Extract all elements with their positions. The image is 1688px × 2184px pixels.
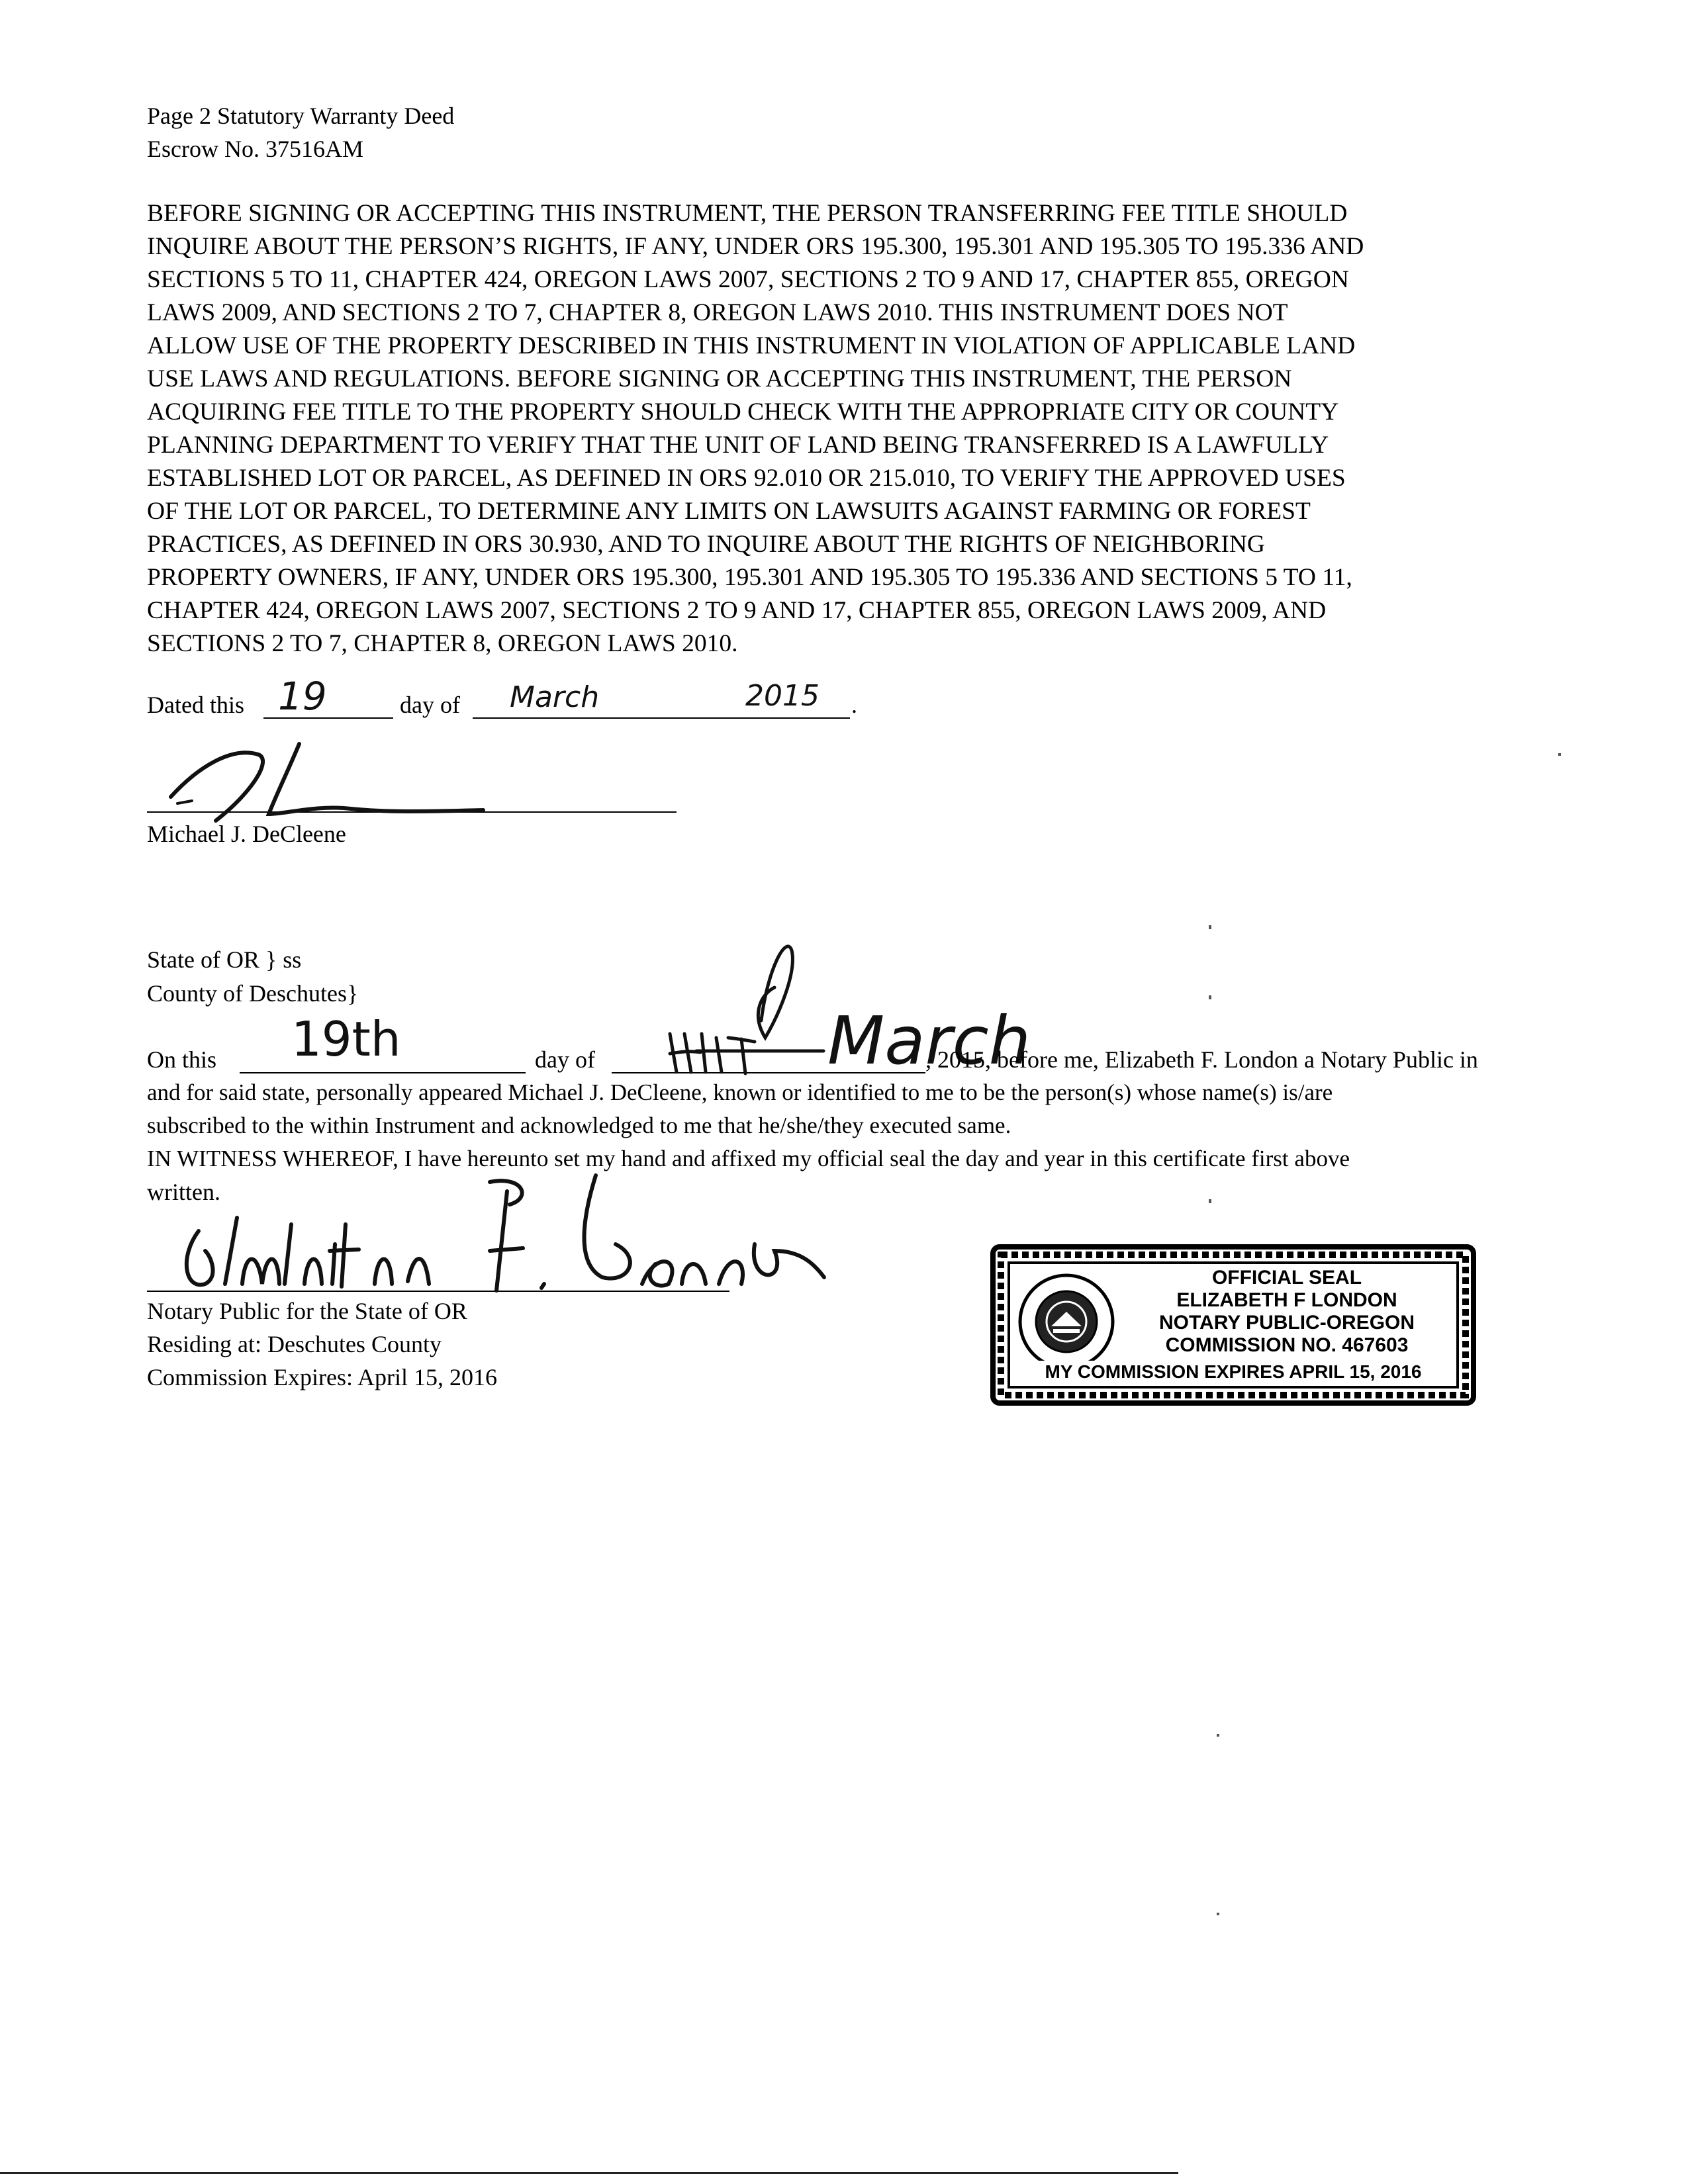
dated-month-handwritten: March [510,680,600,714]
scan-speck [1209,995,1211,999]
ack-day-blank [240,1072,526,1073]
notice-line: SECTIONS 5 TO 11, CHAPTER 424, OREGON LAWS 2007, SECTIONS 2 TO 9 AND 17, CHAPTER 855, OREGON [147,266,1349,293]
notice-line: ALLOW USE OF THE PROPERTY DESCRIBED IN THIS INSTRUMENT IN VIOLATION OF APPLICABLE LAND [147,332,1356,359]
notice-line: PRACTICES, AS DEFINED IN ORS 30.930, AND TO INQUIRE ABOUT THE RIGHTS OF NEIGHBORING [147,531,1266,558]
ack-line1-rest: , 2015, before me, Elizabeth F. London a Notary Public in [925,1046,1478,1073]
scan-speck [1558,753,1561,756]
seal-commission-number: COMMISSION NO. 467603 [1165,1334,1409,1356]
notice-line: PROPERTY OWNERS, IF ANY, UNDER ORS 195.300, 195.301 AND 195.305 TO 195.336 AND SECTIONS 5 TO 11, [147,564,1352,591]
scan-speck [1209,925,1211,929]
seal-role: NOTARY PUBLIC-OREGON [1158,1312,1415,1334]
statutory-notice [147,197,1364,660]
notice-line: SECTIONS 2 TO 7, CHAPTER 8, OREGON LAWS 2010. [147,630,738,657]
ack-line3: subscribed to the within Instrument and acknowledged to me that he/she/they executed same. [147,1113,1011,1138]
seal-expiration: MY COMMISSION EXPIRES APRIL 15, 2016 [1013,1361,1454,1383]
ack-day-of: day of [535,1046,595,1073]
venue-county: County of Deschutes} [147,980,359,1007]
dated-day-handwritten: 19 [278,674,327,719]
ack-line5: written. [147,1179,220,1205]
escrow-number: Escrow No. 37516AM [147,136,363,162]
notice-line: LAWS 2009, AND SECTIONS 2 TO 7, CHAPTER 8, OREGON LAWS 2010. THIS INSTRUMENT DOES NOT [147,299,1288,326]
dated-year-handwritten: 2015 [745,679,820,713]
ack-line4: IN WITNESS WHEREOF, I have hereunto set my hand and affixed my official seal the day and year in this certificate first above [147,1146,1350,1171]
grantor-name: Michael J. DeCleene [147,821,346,847]
notice-line: INQUIRE ABOUT THE PERSON’S RIGHTS, IF ANY, UNDER ORS 195.300, 195.301 AND 195.305 TO 195.336 AND [147,233,1364,260]
notice-line: ESTABLISHED LOT OR PARCEL, AS DEFINED IN ORS 92.010 OR 215.010, TO VERIFY THE APPROVED USES [147,465,1346,492]
seal-notary-name: ELIZABETH F LONDON [1176,1289,1397,1311]
notice-line: CHAPTER 424, OREGON LAWS 2007, SECTIONS 2 TO 9 AND 17, CHAPTER 855, OREGON LAWS 2009, AND [147,597,1327,624]
notice-line: USE LAWS AND REGULATIONS. BEFORE SIGNING OR ACCEPTING THIS INSTRUMENT, THE PERSON [147,365,1292,392]
ack-on-this: On this [147,1046,217,1073]
venue-state: State of OR } ss [147,946,302,973]
dated-suffix: . [851,692,857,718]
state-seal-emblem [1017,1272,1116,1371]
notary-signature [179,1152,827,1304]
ack-line2: and for said state, personally appeared Michael J. DeCleene, known or identified to me to be the person(s) whose name(s) is/are [147,1079,1333,1105]
seal-title: OFFICIAL SEAL [1211,1267,1362,1289]
page-header: Page 2 Statutory Warranty Deed [147,103,455,129]
dated-day-of: day of [400,692,460,718]
notice-line: ACQUIRING FEE TITLE TO THE PROPERTY SHOULD CHECK WITH THE APPROPRIATE CITY OR COUNTY [147,398,1339,426]
notice-line: OF THE LOT OR PARCEL, TO DETERMINE ANY LIMITS ON LAWSUITS AGAINST FARMING OR FOREST [147,498,1311,525]
scan-speck [1217,1913,1219,1915]
scan-bottom-edge [0,2172,1178,2174]
official-seal-stamp [989,1243,1477,1407]
notice-line: BEFORE SIGNING OR ACCEPTING THIS INSTRUMENT, THE PERSON TRANSFERRING FEE TITLE SHOULD [147,200,1348,227]
scan-speck [1209,1199,1211,1203]
dated-month-blank [473,717,850,719]
notary-commission-expiry: Commission Expires: April 15, 2016 [147,1364,498,1390]
ack-month-handwritten: March [827,1002,1031,1079]
ack-day-handwritten: 19th [291,1011,401,1067]
notary-state: Notary Public for the State of OR [147,1298,467,1324]
notary-residence: Residing at: Deschutes County [147,1331,442,1357]
dated-prefix: Dated this [147,692,244,718]
grantor-signature [152,740,496,826]
scan-speck [1217,1734,1219,1737]
notice-line: PLANNING DEPARTMENT TO VERIFY THAT THE UNIT OF LAND BEING TRANSFERRED IS A LAWFULLY [147,432,1329,459]
